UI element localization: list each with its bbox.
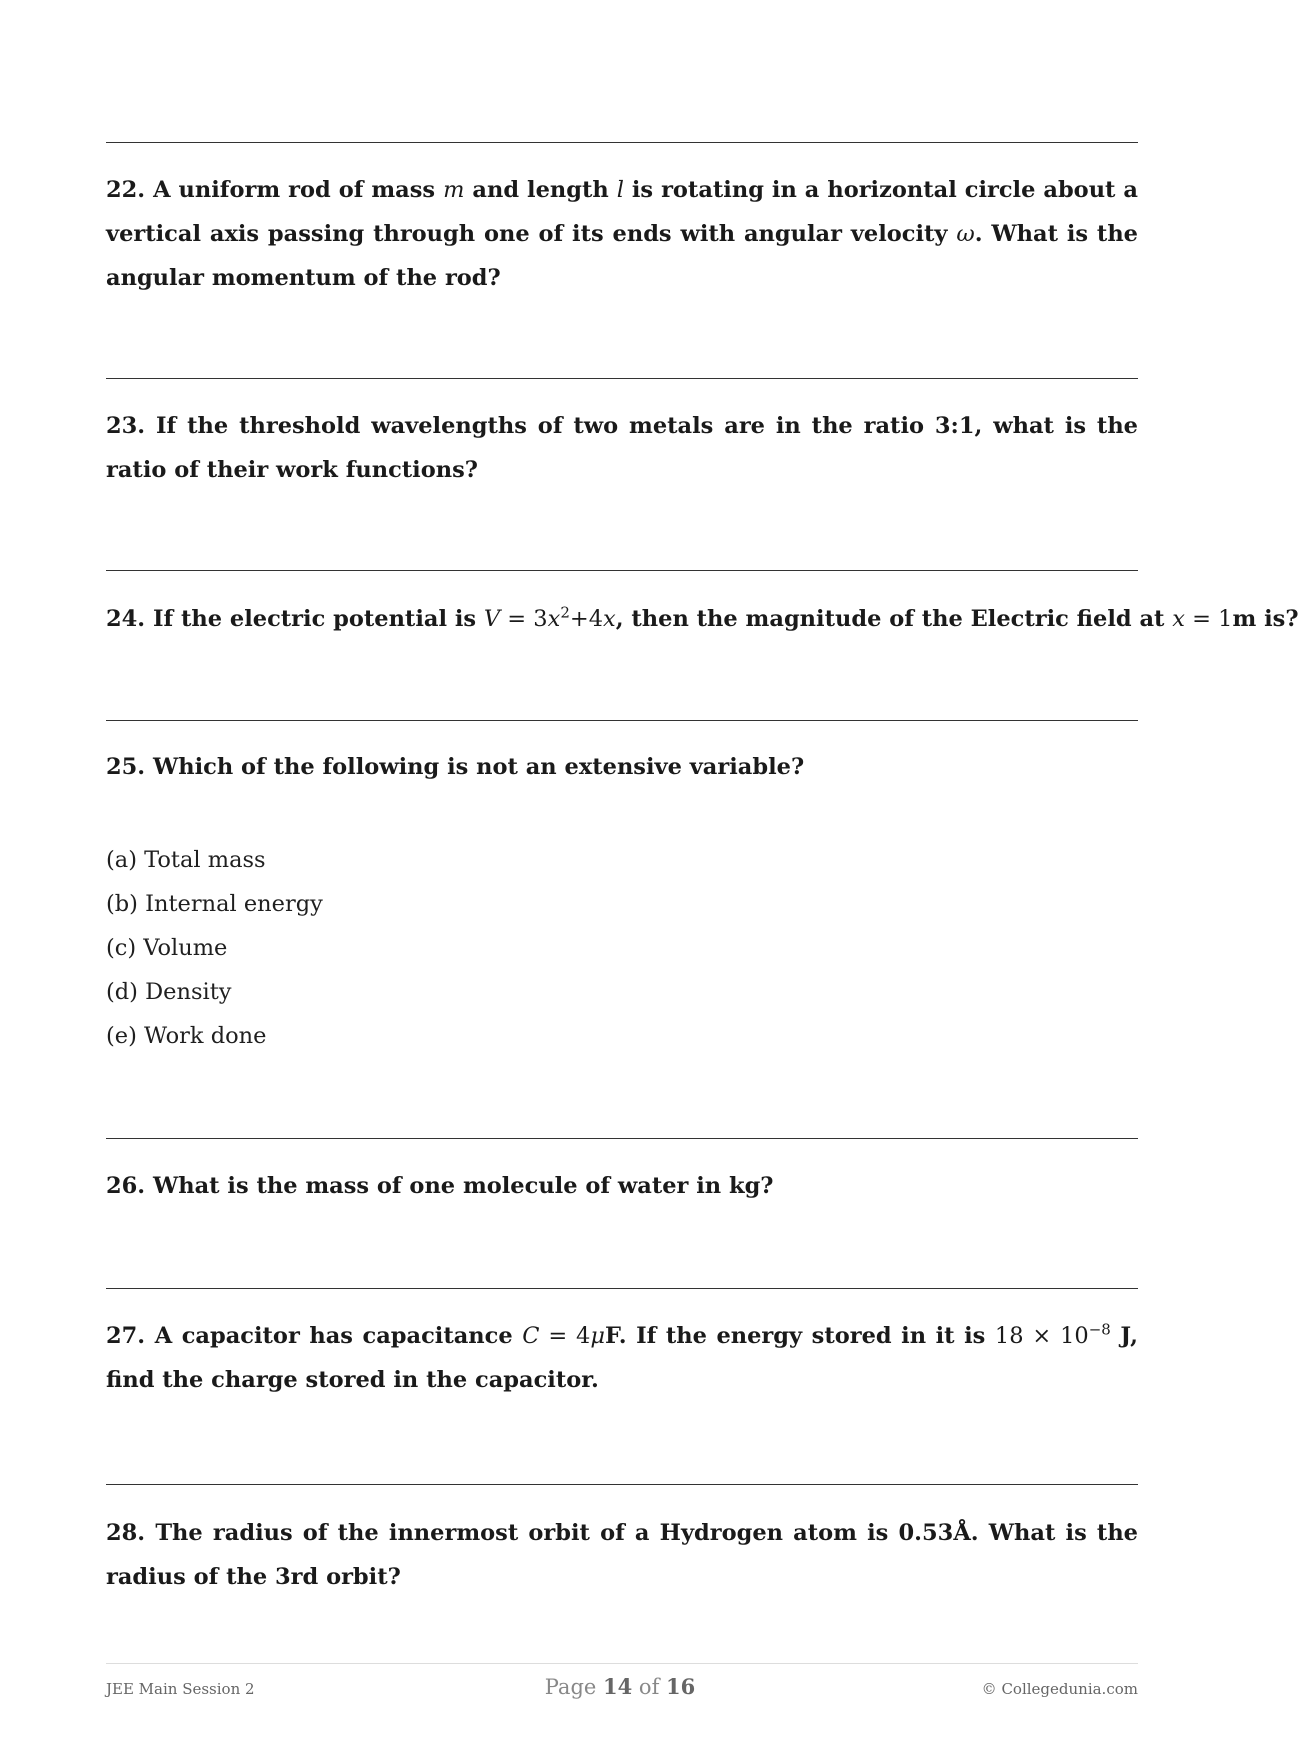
option-b: (b) Internal energy [106, 891, 323, 917]
page-number: Page 14 of 16 [544, 1674, 696, 1699]
footer-divider [106, 1663, 1138, 1664]
question-26: 26. What is the mass of one molecule of water in kg? [106, 1173, 774, 1199]
divider [106, 142, 1138, 143]
divider [106, 720, 1138, 721]
divider [106, 378, 1138, 379]
footer-copyright: © Collegedunia.com [981, 1680, 1138, 1698]
option-c: (c) Volume [106, 935, 228, 961]
question-23: 23. If the threshold wavelengths of two metals are in the ratio 3:1, what is the ratio of their work functions? [106, 413, 1138, 483]
option-a: (a) Total mass [106, 847, 266, 873]
divider [106, 570, 1138, 571]
divider [106, 1288, 1138, 1289]
question-22: 22. A uniform rod of mass m and length l is rotating in a horizontal circle about a vertical axis passing through one of its ends with angular velocity ω. What is the angular momentum of the rod? [106, 177, 1138, 291]
question-27: 27. A capacitor has capacitance C = 4μF. If the energy stored in it is $18 \times 10^{-8}$ J, find the charge stored in the capacitor. [106, 1320, 1138, 1393]
option-d: (d) Density [106, 979, 232, 1005]
divider [106, 1138, 1138, 1139]
option-e: (e) Work done [106, 1023, 267, 1049]
divider [106, 1484, 1138, 1485]
question-28: 28. The radius of the innermost orbit of a Hydrogen atom is 0.53Å. What is the radius of the 3rd orbit? [106, 1520, 1138, 1590]
footer-exam-name: JEE Main Session 2 [106, 1680, 255, 1698]
question-24: 24. If the electric potential is $V = 3x^2+4x$, then the magnitude of the Electric field at x = 1m is? [106, 603, 1299, 632]
question-25: 25. Which of the following is not an extensive variable? [106, 754, 805, 780]
